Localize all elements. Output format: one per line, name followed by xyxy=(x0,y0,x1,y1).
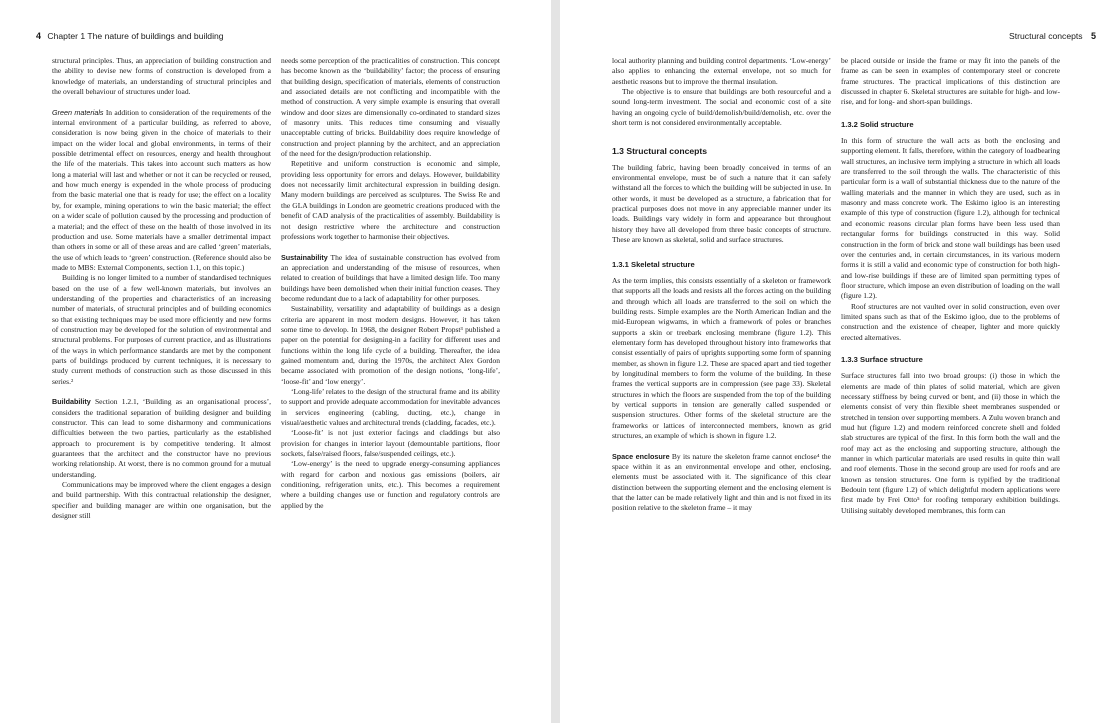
paragraph: needs some perception of the practicalities of construction. This concept has become known as the ‘buildability’ factor; the process of ensuring that building design, specification of materials, elements of construction and associated details are not conflicting and incompatible with the method of construction. A very simple example is ensuring that overall window and door sizes are dimensionally co-ordinated to standard sizes of masonry units. This reduces time consuming and visually unacceptable cutting of bricks. Buildability does require knowledge of construction and project planning by the architect, and an appreciation of the need for the design/production relationship. xyxy=(281,56,500,159)
paragraph-text: Section 1.2.1, ‘Building as an organisational process’, considers the traditional separation of building designer and building constructor. This can lead to some disharmony and communications difficulties between the two parties, particularly as the established approach to procurement is by competitive tendering. It almost guarantees that the architect and the constructor have no previous working relationship. At worst, there is no common ground for a mutual understanding. xyxy=(52,397,272,479)
paragraph: local authority planning and building control departments. ‘Low-energy’ also applies to enhancing the external envelope, not so much for aesthetic reasons but to improve the thermal insulation. xyxy=(612,56,831,86)
run-in-heading: Space enclosure xyxy=(612,451,670,461)
section-heading: 1.3 Structural concepts xyxy=(612,146,708,157)
subsection-heading: 1.3.2 Solid structure xyxy=(841,119,914,129)
paragraph xyxy=(52,108,271,274)
paragraph: structural principles. Thus, an appreciation of building construction and the ability to devise new forms of construction is developed from a knowledge of materials, an understanding of structural principles and the overall behaviour of structures under load. xyxy=(52,56,271,97)
paragraph: In this form of structure the wall acts as both the enclosing and supporting element. It falls, therefore, within the category of loadbearing wall structures, an inclusive term implying a structure in which all loads are transferred to the soil through the walls. The characteristic of this particular form is a wall of substantial thickness due to the nature of the walling materials and the manner in which they are used, such as in masonry and mass concrete work. The Eskimo igloo is an interesting example of this type of construction (figure 1.2), although for technical and economic reasons circular plan forms have been less used than rectangular forms for buildings constructed in this way. Solid construction in the form of brick and stone wall buildings has been used over the centuries and, in certain circumstances, in its various modern forms it is still a valid and economic type of construction for both high- and low-rise buildings if these are of limited span permitting types of floor structure, which impose an even distribution of loading on the wall (figure 1.2). xyxy=(841,136,1060,301)
page-header xyxy=(1009,31,1096,41)
paragraph: Sustainability, versatility and adaptability of buildings as a design criteria are apparent in most modern designs. However, it has taken some time to develop. In 1968, the designer Robert Propst³ published a paper on the potential for designing-in a facility for different uses and functions within the long life cycle of a building. Thereafter, the idea gained momentum and, during the 1970s, the architect Alex Gordon became associated with promotion of the design notions, ‘long-life’, ‘loose-fit’ and ‘low energy’. xyxy=(281,304,500,386)
page-number: 5 xyxy=(1090,31,1096,41)
running-head: Structural concepts xyxy=(1009,31,1083,41)
running-head: Chapter 1 The nature of buildings and building xyxy=(47,31,224,41)
text-column-1 xyxy=(52,56,271,521)
paragraph: Building is no longer limited to a number of standardised techniques based on the use of a few well-known materials, but involves an understanding of the properties and characteristics of an increasing number of materials, of structural principles and of building economics so that existing techniques may be used more efficiently and new forms of construction may be developed for the solution of environmental and structural problems. For purposes of current practice, and as illustrations of the ways in which performance standards are met by the component parts of buildings produced by current techniques, it is necessary to study current methods of construction such as those discussed in this series.² xyxy=(52,273,271,386)
paragraph: As the term implies, this consists essentially of a skeleton or framework that supports all the loads and resists all the forces acting on the building and through which all loads are transferred to the soil on which the building rests. Simple examples are the North American Indian and the mid-European wigwams, in which a framework of poles or branches supports a skin or treebark enclosing membrane (figure 1.2). This elementary form has developed throughout history into frameworks that consist essentially of pairs of uprights supporting some form of spanning member, as shown in figure 1.2. These are spaced apart and tied together by longitudinal members to form the volume of the building. In these frames the vertical supports are in compression (see page 33). Skeletal structures in which the floors are suspended from the top of the building by vertical supports in tension are generally called suspended or suspension structures. Other forms of the skeletal structure are the frameworks or lattices of interconnected members, known as grid structures, an example of which is shown in figure 1.2. xyxy=(612,275,831,440)
paragraph-text: In addition to consideration of the requirements of the internal environment of a particular building, as referred to above, consideration is now being given in the choice of materials to their impact on the wider local and global environments, in terms of their possible detrimental effect on resources, energy and health throughout the life of the materials. This takes into account such matters as how long a material will last and whether or not it can be recycled or reused, and how much energy is expended in the whole process of producing from the basic material one that is ready for use; the effect on a locality by, for example, mining operations to win the basic material; the effect on a wider scale of pollution caused by the processing and production of a material; and the effect of these on the health of those involved in its production and use. Some materials have a smaller detrimental impact than others in some or all of these areas and are called ‘green’ materials, the use of which leads to ‘green’ construction. (Reference should also be made to MBS: External Components, section 1.1, on this topic.) xyxy=(52,107,271,272)
paragraph: ‘Low-energy’ is the need to upgrade energy-consuming appliances with regard for carbon and noxious gas emissions (boilers, air conditioning, refrigeration units, etc.). This becomes a requirement where a building changes use or function and regulatory controls are applied by the xyxy=(281,459,500,510)
paragraph: Roof structures are not vaulted over in solid construction, even over limited spans such as that of the Eskimo igloo, due to the problems of construction and the existence of cheaper, lighter and more quickly erected alternatives. xyxy=(841,301,1060,342)
paragraph xyxy=(281,253,500,305)
page-header xyxy=(36,31,224,41)
paragraph: Surface structures fall into two broad groups: (i) those in which the elements are made of thin plates of solid material, which are given necessary stiffness by being curved or bent, and (ii) those in which the elements consist of very thin flexible sheet membranes suspended or stretched in tension over supporting members. A Zulu woven branch and mud hut (figure 1.2) and modern reinforced concrete shell and folded slab structures are typical of the first. In this form both the wall and the roof may act as the enclosing and supporting structure, although the manner in which particular materials are used results in quite thin wall and roof elements. Those in the second group are used for roofs and are known as tension structures. One form is typified by the traditional Bedouin tent (figure 1.2) of which delightful modern applications were first made by Frei Otto⁵ for roofing temporary exhibition buildings. Utilising suitably developed membranes, this form can xyxy=(841,371,1060,515)
run-in-heading: Sustainability xyxy=(281,252,328,262)
paragraph-text: The idea of sustainable construction has evolved from an appreciation and understanding of the misuse of resources, when related to creation of buildings that have a limited design life. Too many buildings have been demolished when their initial function ceases. They become redundant due to a lack of adaptability for other purposes. xyxy=(281,252,500,303)
run-in-heading: Green materials xyxy=(52,107,104,117)
paragraph: Repetitive and uniform construction is economic and simple, providing less opportunity for errors and delays. However, buildability does not necessarily limit architectural expression in building design. Many modern buildings are perceived as sculptures. The Swiss Re and the GLA buildings in London are geometric creations produced with the benefit of CAD analysis of the practicalities of assembly. Buildability is not design restrictive where the architecture and construction professions work together to harmonise their objectives. xyxy=(281,159,500,241)
subsection-heading: 1.3.1 Skeletal structure xyxy=(612,259,695,269)
page-number: 4 xyxy=(36,31,42,41)
paragraph: Communications may be improved where the client engages a design and build partnership. With this contractual relationship the designer, specifier and building manager are within one organisation, but the designer still xyxy=(52,480,271,521)
subsection-heading: 1.3.3 Surface structure xyxy=(841,354,923,364)
text-column-2 xyxy=(281,56,500,511)
paragraph: The objective is to ensure that buildings are both resourceful and a sound long-term investment. The social and economic cost of a site having an ongoing cycle of build/demolish/build/demolish, etc. over the short term is not considered environmentally acceptable. xyxy=(612,87,831,128)
left-page xyxy=(0,0,551,723)
paragraph: ‘Long-life’ relates to the design of the structural frame and its ability to support and provide adequate accommodation for inevitable advances in services engineering (cabling, ducting, etc.), change in visual/aesthetic values and architectural trends (cladding, facades, etc.). xyxy=(281,387,500,428)
paragraph xyxy=(52,397,271,480)
text-column-2 xyxy=(841,56,1060,516)
text-column-1 xyxy=(612,56,831,514)
paragraph xyxy=(612,452,831,514)
right-page xyxy=(560,0,1118,723)
paragraph: The building fabric, having been broadly conceived in terms of an environmental envelope, must be of such a nature that it can safely withstand all the forces to which the building will be subjected in use. In other words, it must be developed as a structure, a fabrication that for practical purposes does not move in any appreciable manner under its loads. Buildings vary widely in form and appearance but throughout history they have all developed from three basic concepts of structure. These are known as skeletal, solid and surface structures. xyxy=(612,162,831,245)
run-in-heading: Buildability xyxy=(52,397,91,407)
paragraph-text: By its nature the skeleton frame cannot enclose⁴ the space within it as an environmental envelope and other, enclosing, elements must be associated with it. The significance of this clear distinction between the supporting element and the enclosing element is that the latter can be made relatively light and thin and is not fixed in its position relative to the skeleton frame – it may xyxy=(612,451,831,513)
paragraph: ‘Loose-fit’ is not just exterior facings and claddings but also provision for changes in interior layout (demountable partitions, floor sockets, false/raised floors, false/suspended ceilings, etc.). xyxy=(281,428,500,459)
paragraph: be placed outside or inside the frame or may fit into the panels of the frame as can be seen in examples of contemporary steel or concrete frame structures. The practical implications of this distinction are discussed in chapter 6. Skeletal structures are suitable for high- and low-rise, and for long- and short-span buildings. xyxy=(841,56,1060,107)
